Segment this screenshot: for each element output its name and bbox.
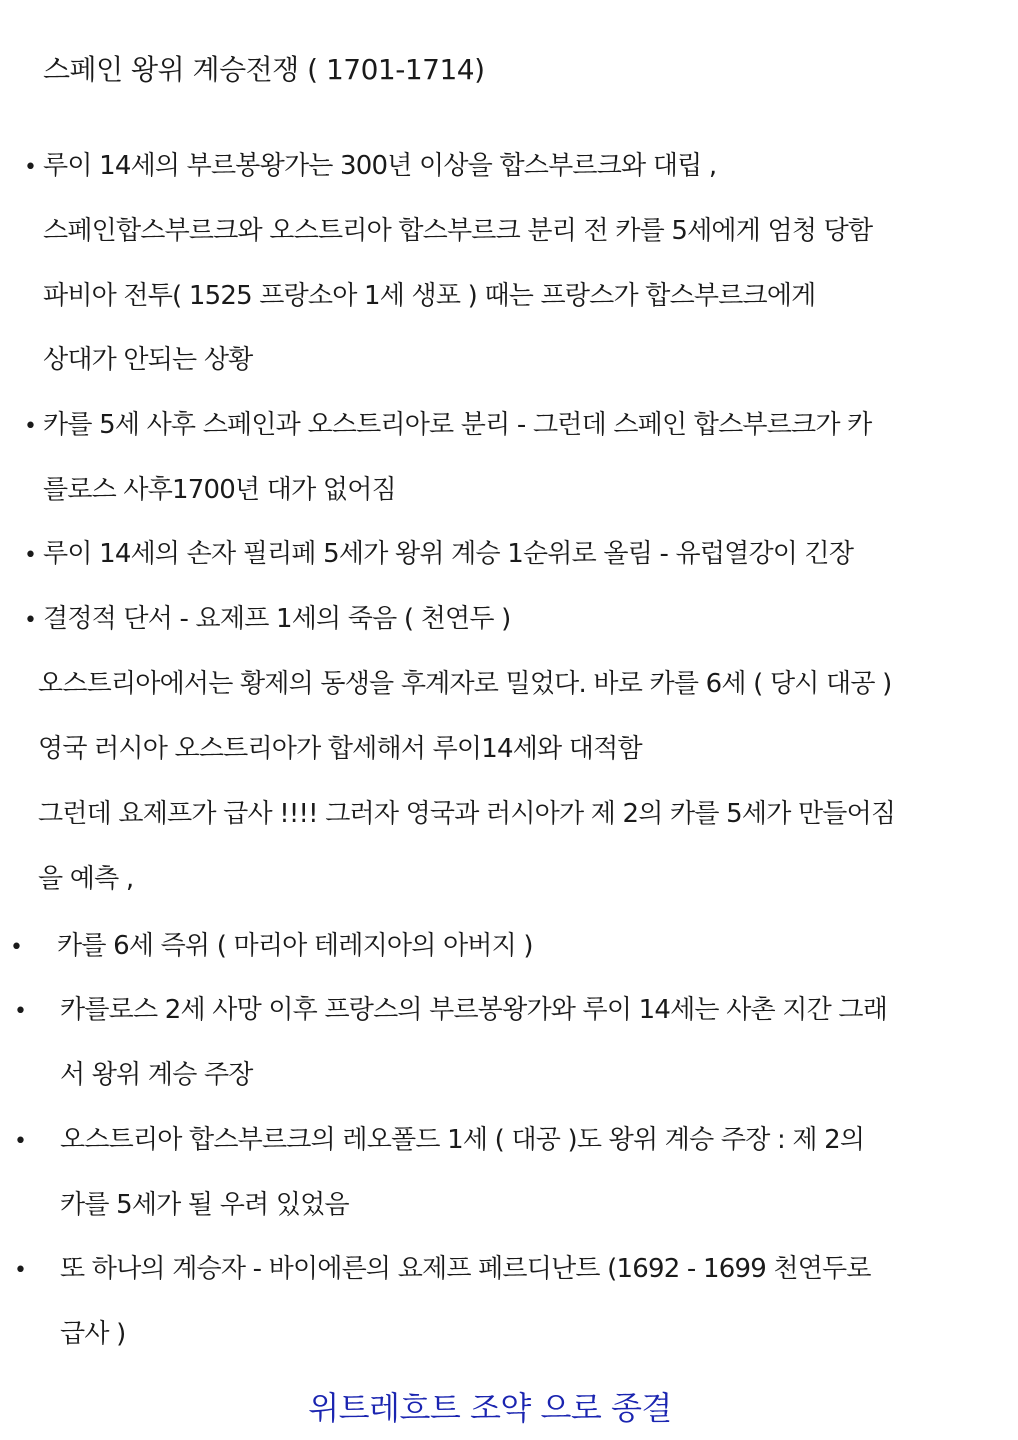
bullet-marker: • — [24, 543, 37, 568]
section1-line4: 상대가 안되는 상황 — [43, 345, 253, 375]
bullet-marker: • — [14, 999, 27, 1024]
section6-line1: 카를로스 2세 사망 이후 프랑스의 부르봉왕가와 루이 14세는 사촌 지간 그래 — [60, 995, 888, 1025]
closing-heading: 위트레흐트 조약 으로 종결 — [308, 1389, 672, 1427]
section2-line1: 카를 5세 사후 스페인과 오스트리아로 분리 - 그런데 스페인 합스부르크가 카 — [43, 410, 872, 440]
section1-line1: 루이 14세의 부르봉왕가는 300년 이상을 합스부르크와 대립 , — [43, 151, 717, 181]
bullet-marker: • — [14, 1258, 27, 1283]
bullet-marker: • — [14, 1129, 27, 1154]
section8-line2: 급사 ) — [60, 1319, 126, 1349]
section5-line1: 카를 6세 즉위 ( 마리아 테레지아의 아버지 ) — [57, 931, 533, 961]
section4-line1: 결정적 단서 - 요제프 1세의 죽음 ( 천연두 ) — [43, 604, 511, 634]
section4-line3: 영국 러시아 오스트리아가 합세해서 루이14세와 대적함 — [38, 734, 642, 764]
section7-line2: 카를 5세가 될 우려 있었음 — [60, 1190, 349, 1220]
bullet-marker: • — [24, 414, 37, 439]
section4-line2: 오스트리아에서는 황제의 동생을 후계자로 밀었다. 바로 카를 6세 ( 당시 대공 ) — [38, 669, 892, 699]
bullet-marker: • — [24, 155, 37, 180]
section6-line2: 서 왕위 계승 주장 — [60, 1060, 253, 1090]
bullet-marker: • — [10, 935, 23, 960]
section4-line4: 그런데 요제프가 급사 !!!! 그러자 영국과 러시아가 제 2의 카를 5세가 만들어짐 — [38, 799, 896, 829]
section2-line2: 를로스 사후1700년 대가 없어짐 — [43, 475, 396, 505]
section7-line1: 오스트리아 합스부르크의 레오폴드 1세 ( 대공 )도 왕위 계승 주장 : 제 2의 — [60, 1125, 865, 1155]
section1-line2: 스페인합스부르크와 오스트리아 합스부르크 분리 전 카를 5세에게 엄청 당함 — [43, 216, 873, 246]
page-title: 스페인 왕위 계승전쟁 ( 1701-1714) — [43, 53, 485, 86]
section8-line1: 또 하나의 계승자 - 바이에른의 요제프 페르디난트 (1692 - 1699 천연두로 — [60, 1254, 871, 1284]
section4-line5: 을 예측 , — [38, 864, 134, 894]
section3-line1: 루이 14세의 손자 필리페 5세가 왕위 계승 1순위로 올림 - 유럽열강이 긴장 — [43, 539, 854, 569]
section1-line3: 파비아 전투( 1525 프랑소아 1세 생포 ) 때는 프랑스가 합스부르크에게 — [43, 281, 816, 311]
bullet-marker: • — [24, 608, 37, 633]
